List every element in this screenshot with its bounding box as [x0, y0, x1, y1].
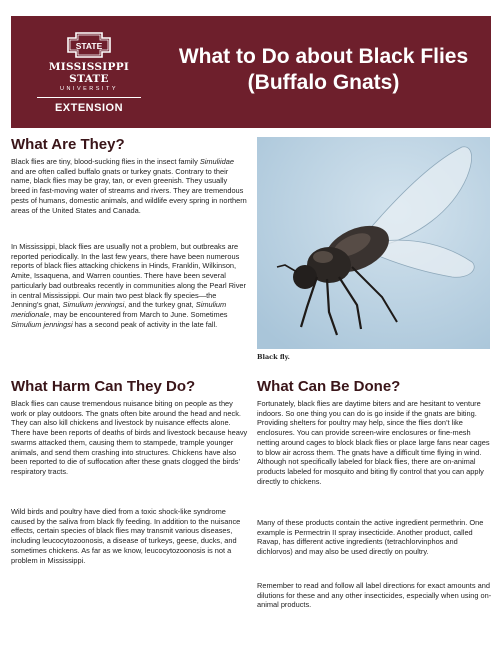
logo-text-university: UNIVERSITY [59, 86, 118, 92]
paragraph-what-harm-1: Black flies can cause tremendous nuisance biting on people as they work or play outdoors. The gnats often bite around the head and neck. They can also kill chickens and livestock by nuisance effects alone. There have been reports of deaths of birds and livestock because heavy swarms attacked them, causing them to stampede, trample younger animals, and send them crashing into structures. Chickens have also been reported to die of suffocation after these gnats clogged the birds’ respiratory tracts. [11, 399, 248, 476]
logo-divider [37, 97, 141, 98]
heading-what-harm: What Harm Can They Do? [11, 378, 196, 395]
paragraph-what-done-3: Remember to read and follow all label directions for exact amounts and dilutions for these and any other insecticides, especially when using on-animal products. [257, 581, 492, 610]
logo-mark-text: STATE [75, 41, 103, 51]
msu-extension-logo [29, 32, 149, 114]
paragraph-what-harm-2: Wild birds and poultry have died from a toxic shock-like syndrome caused by the saliva from black fly feeding. In addition to the nuisance effects, certain species of black flies may transmit various diseases, including leucocytozoonosis, a disease of turkeys, geese, ducks, and sometimes chickens. As far as we know, leucocytozoonosis is not a problem in Mississippi. [11, 507, 241, 565]
black-fly-photo [257, 137, 490, 349]
photo-caption: Black fly. [257, 353, 290, 361]
heading-what-done: What Can Be Done? [257, 378, 401, 395]
msu-mark-icon [66, 32, 112, 58]
header-banner [11, 16, 491, 128]
page-title: What to Do about Black Flies (Buffalo Gnats) [178, 45, 469, 94]
paragraph-what-done-1: Fortunately, black flies are daytime biters and are hesitant to venture indoors. So one thing you can do is go inside if the gnats are biting. Providing shelters for poultry may help, since the flies don’t like enclosures. You can provide screen-wire enclosures or fine-mesh netting around cages to block black flies or place large fans near cages to blow air across them. The gnats have a difficult time flying in wind. Although not specifically labeled for black flies, there are on-animal products labeled for mosquito and biting fly control that you can apply directly to chickens. [257, 399, 490, 486]
paragraph-what-are-they-2: In Mississippi, black flies are usually not a problem, but outbreaks are reported periodically. In the last few years, there have been numerous reports of black flies attacking chickens in Hinds, Franklin, Wilkinson, Amite, Issaquena, and Warren counties. There have been several particularly bad outbreaks recently in communities along the Pearl River in central Mississippi. Our main two pest black fly species—the Jenning’s gnat, Simulium jenningsi, and the turkey gnat, Simulium meridionale, may be encountered from March to June. Sometimes Simulium jenningsi has a second peak of activity in the late fall. [11, 242, 246, 329]
logo-text-msu: MISSISSIPPI STATE [48, 61, 130, 85]
paragraph-what-done-2: Many of these products contain the active ingredient permethrin. One example is Permectrin II spray insecticide. Another product, called Ravap, has different active ingredients (tetrachlorvinphos and dichlorvos) and may also be used directly on poultry. [257, 518, 484, 557]
paragraph-what-are-they-1: Black flies are tiny, blood-sucking flies in the insect family Simuliidae and are often called buffalo gnats or turkey gnats. Contrary to their name, black flies may be gray, tan, or even greenish. They usually breed in fast-moving water of streams and rivers. They are tremendous pests of humans, domestic animals, and wildlife every spring in northern areas of the United States and Canada. [11, 157, 247, 215]
black-fly-illustration [257, 137, 490, 349]
logo-text-extension: EXTENSION [54, 102, 124, 114]
heading-what-are-they: What Are They? [11, 136, 125, 153]
